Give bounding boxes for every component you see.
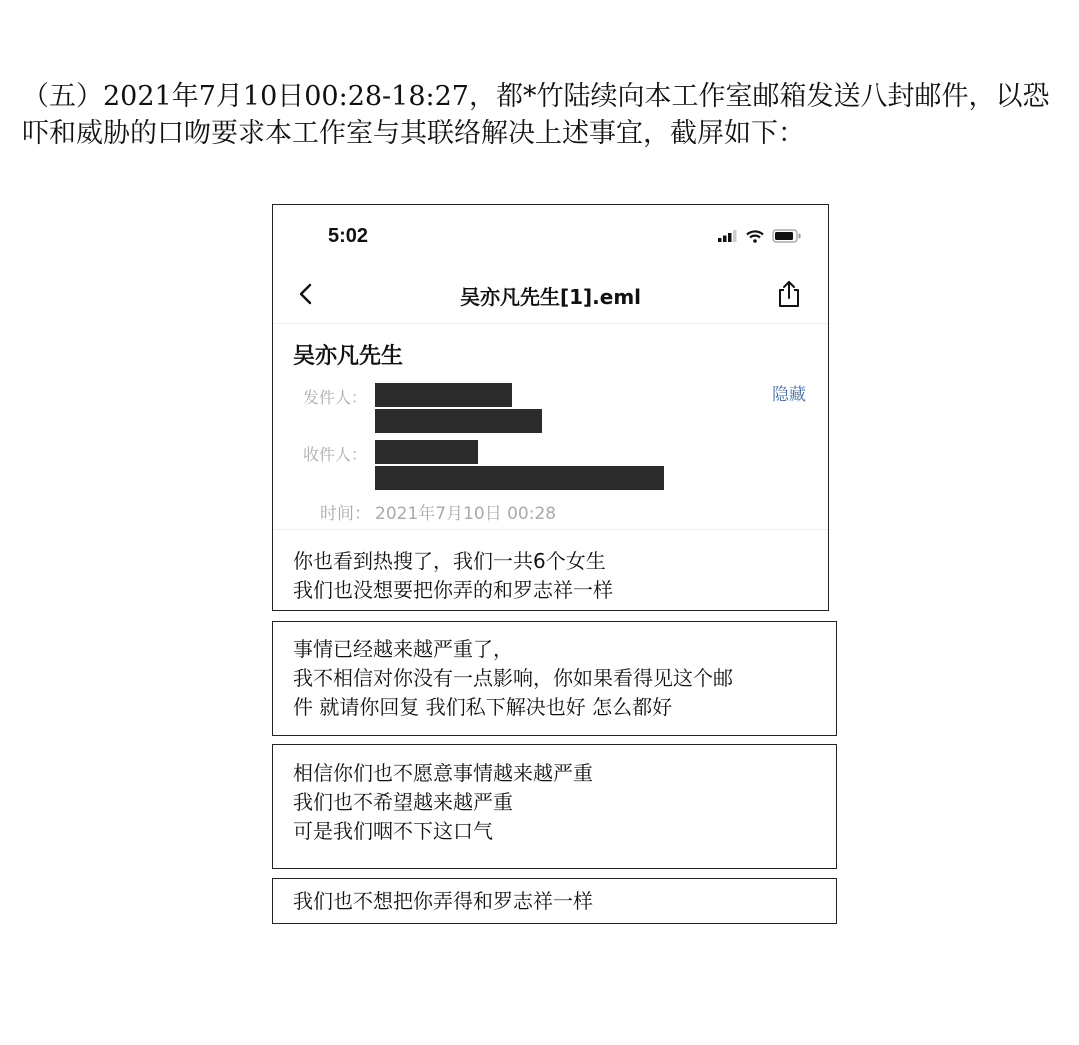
share-icon[interactable] [776, 279, 802, 309]
wifi-icon [746, 230, 764, 243]
excerpt-line: 事情已经越来越严重了， [293, 637, 513, 661]
nav-divider [273, 323, 828, 324]
mail-body [293, 547, 613, 605]
excerpt-line: 相信你们也不愿意事情越来越严重 [293, 761, 593, 785]
excerpt-line: 我们也不希望越来越严重 [293, 790, 513, 814]
hide-details-link[interactable]: 隐藏 [772, 385, 806, 405]
to-label: 收件人： [303, 445, 368, 464]
mail-body-line: 你也看到热搜了，我们一共6个女生 [293, 549, 606, 573]
time-value: 2021年7月10日 00:28 [375, 504, 557, 524]
mail-subject: 吴亦凡先生 [293, 344, 404, 369]
time-row [320, 499, 556, 524]
excerpt-line: 我不相信对你没有一点影响，你如果看得见这个邮 [293, 666, 733, 690]
nav-title: 吴亦凡先生[1].eml [459, 285, 642, 309]
from-label: 发件人： [303, 388, 368, 407]
header-divider [273, 529, 828, 530]
email-excerpt-box [272, 878, 837, 924]
excerpt-line: 件 就请你回复 我们私下解决也好 怎么都好 [293, 695, 673, 719]
email-excerpt-box [272, 621, 837, 736]
email-screenshot [272, 204, 829, 611]
redacted-recipient-name [375, 440, 478, 464]
battery-icon [772, 229, 802, 243]
redacted-recipient-address [375, 466, 664, 490]
redacted-sender-address [375, 409, 542, 433]
signal-icon [718, 230, 738, 242]
status-icons [718, 229, 802, 243]
intro-line-2: 吓和威胁的口吻要求本工作室与其联络解决上述事宜，截屏如下： [22, 118, 805, 149]
mail-body-line: 我们也没想要把你弄的和罗志祥一样 [293, 578, 613, 602]
excerpt-line: 我们也不想把你弄得和罗志祥一样 [293, 889, 593, 913]
status-time: 5:02 [328, 225, 369, 247]
intro-line-1: （五）2021年7月10日00:28-18:27，都*竹陆续向本工作室邮箱发送八封邮件，以恐 [22, 81, 1050, 112]
redacted-sender-name [375, 383, 512, 407]
email-excerpt-box [272, 744, 837, 869]
intro-paragraph [22, 78, 1079, 152]
excerpt-line: 可是我们咽不下这口气 [293, 819, 493, 843]
time-label: 时间： [320, 504, 371, 524]
